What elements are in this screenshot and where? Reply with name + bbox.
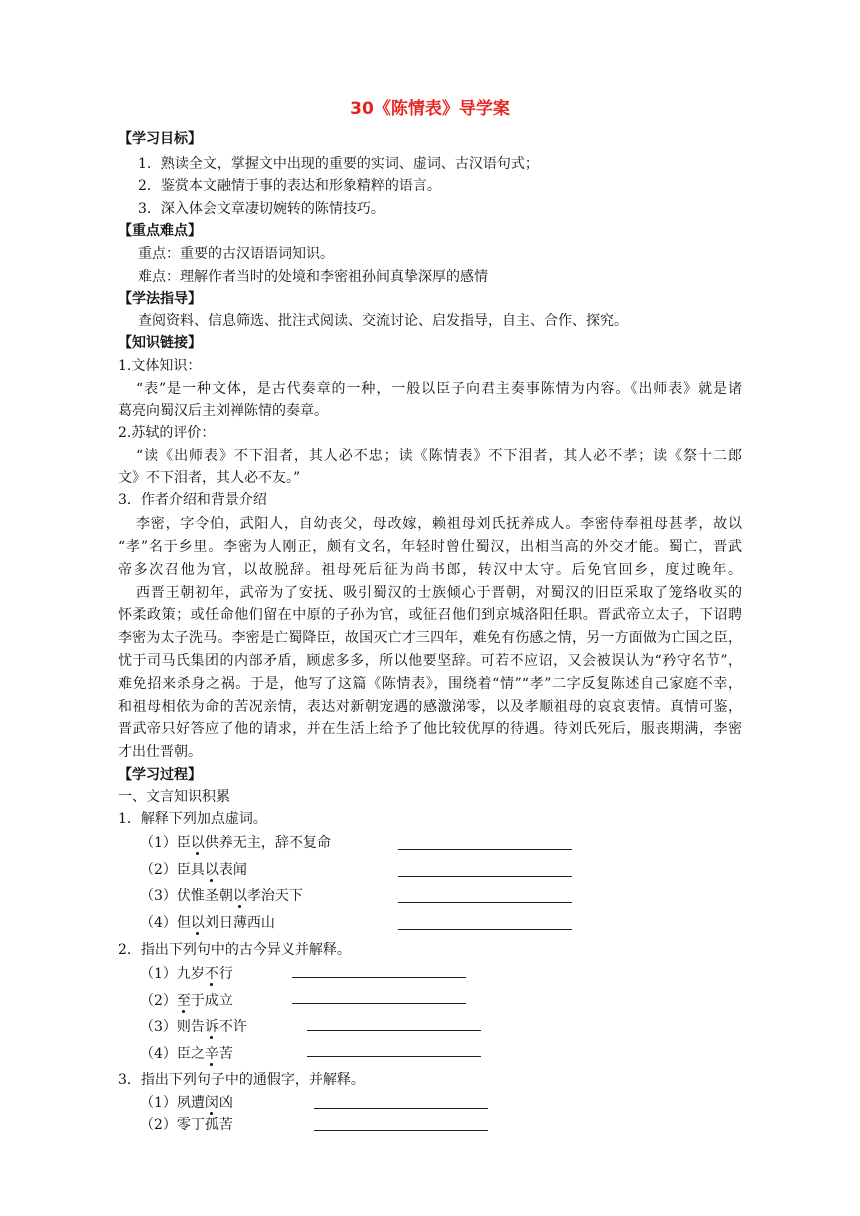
link-heading-1: 1.文体知识：: [118, 358, 202, 374]
item-text: 供养无主，辞不复命: [204, 835, 331, 851]
page-title: 30《陈情表》导学案: [350, 99, 510, 119]
answer-blank[interactable]: [307, 1030, 481, 1031]
item-text: （1）臣: [140, 835, 191, 851]
link-paragraph-1-line: “表”是一种文体，是古代奏章的一种，一般以臣子向君主奏事陈情为内容。《出师表》就是诸: [136, 381, 742, 397]
goal-3: 3．深入体会文章凄切婉转的陈情技巧。: [138, 201, 385, 217]
key-zhongdian: 重点：重要的古汉语语词知识。: [138, 246, 334, 262]
link-paragraph-3-line: 李密，字令伯，武阳人，自幼丧父，母改嫁，赖祖母刘氏抚养成人。李密侍奉祖母甚孝，故以: [136, 516, 742, 532]
item-text: （2）臣具: [140, 862, 205, 878]
key-nandian: 难点：理解作者当时的处境和李密祖孙间真挚深厚的感情: [138, 269, 488, 285]
link-heading-2: 2.苏轼的评价：: [118, 425, 216, 441]
link-paragraph-4-line: 忧于司马氏集团的内部矛盾，顾虑多多，所以他要坚辞。可若不应诏，又会被误认为“矜守名节”，: [118, 653, 742, 669]
item-text: （4）但: [140, 915, 191, 931]
answer-blank[interactable]: [314, 1108, 488, 1109]
question-3-item: [140, 1115, 233, 1135]
dotted-character: 辛: [204, 1046, 219, 1062]
link-heading-3: 3．作者介绍和背景介绍: [118, 492, 267, 508]
item-text: 不许: [218, 1019, 247, 1035]
section-process: 【学习过程】: [118, 767, 202, 783]
section-key: 【重点难点】: [118, 223, 202, 239]
item-text: （2）零丁孤苦: [140, 1117, 233, 1133]
item-text: （3）则告: [140, 1019, 205, 1035]
link-paragraph-4-line: 西晋王朝初年，武帝为了安抚、吸引蜀汉的士族倾心于晋朝，对蜀汉的旧臣采取了笼络收买的: [136, 585, 742, 601]
item-text: 行: [218, 966, 233, 982]
dotted-character: 不: [204, 966, 219, 982]
item-text: （2）: [140, 993, 177, 1009]
section-goals: 【学习目标】: [118, 131, 202, 147]
link-paragraph-1-line: 葛亮向蜀汉后主刘禅陈情的奏章。: [118, 403, 328, 419]
question-3: 3．指出下列句子中的通假字，并解释。: [118, 1072, 365, 1088]
method-text: 查阅资料、信息筛选、批注式阅读、交流讨论、启发指导，自主、合作、探究。: [138, 313, 628, 329]
answer-blank[interactable]: [307, 1056, 481, 1057]
section-method: 【学法指导】: [118, 291, 202, 307]
link-paragraph-3-line: 帝多次召他为官，以故脱辞。祖母死后征为尚书郎，转汉中太守。后免官回乡，度过晚年。: [118, 562, 742, 578]
item-text: （3）伏惟圣朝: [140, 888, 233, 904]
question-1-item: [140, 833, 331, 853]
answer-blank[interactable]: [292, 977, 466, 978]
link-paragraph-4-line: 李密为太子洗马。李密是亡蜀降臣，故国灭亡才三四年，难免有伤感之情，另一方面做为亡国之臣，: [118, 630, 742, 646]
link-paragraph-3-line: “孝”名于乡里。李密为人刚正，颇有文名，年轻时曾仕蜀汉，出相当高的外交才能。蜀亡，晋武: [118, 539, 742, 555]
answer-blank[interactable]: [398, 902, 572, 903]
item-text: 凶: [218, 1095, 233, 1111]
item-text: （4）臣之: [140, 1046, 205, 1062]
answer-blank[interactable]: [398, 849, 572, 850]
link-paragraph-4-line: 难免招来杀身之祸。于是，他写了这篇《陈情表》，围绕着“情”“孝”二字反复陈述自己家庭不幸，: [118, 676, 742, 692]
question-2-item: [140, 991, 233, 1011]
dotted-character: 诉: [204, 1019, 219, 1035]
dotted-character: 以: [204, 862, 219, 878]
item-text: 表闻: [218, 862, 247, 878]
question-1: 1．解释下列加点虚词。: [118, 811, 267, 827]
link-paragraph-2-line: 文》不下泪者，其人必不友。”: [118, 470, 301, 486]
answer-blank[interactable]: [398, 876, 572, 877]
link-paragraph-4-line: 和祖母相依为命的苦况亲情，表达对新朝宠遇的感激涕零，以及孝顺祖母的哀哀衷情。真情可鉴，: [118, 699, 742, 715]
question-2-item: [140, 964, 233, 984]
item-text: （1）夙遭: [140, 1095, 205, 1111]
answer-blank[interactable]: [398, 929, 572, 930]
dotted-character: 闵: [204, 1095, 219, 1111]
question-2-item: [140, 1044, 233, 1064]
question-1-item: [140, 886, 303, 906]
answer-blank[interactable]: [292, 1003, 466, 1004]
section-link: 【知识链接】: [118, 335, 202, 351]
question-2: 2．指出下列句中的古今异义并解释。: [118, 942, 351, 958]
question-3-item: [140, 1093, 233, 1113]
dotted-character: 至: [176, 993, 191, 1009]
dotted-character: 以: [232, 888, 247, 904]
dotted-character: 以: [190, 915, 205, 931]
goal-2: 2．鉴赏本文融情于事的表达和形象精粹的语言。: [138, 178, 441, 194]
link-paragraph-4-line: 怀柔政策；或任命他们留在中原的子孙为官，或征召他们到京城洛阳任职。晋武帝立太子，下诏聘: [118, 607, 742, 623]
goal-1: 1．熟读全文，掌握文中出现的重要的实词、虚词、古汉语句式；: [138, 156, 539, 172]
item-text: 于成立: [190, 993, 233, 1009]
question-1-item: [140, 913, 275, 933]
question-1-item: [140, 860, 247, 880]
item-text: 孝治天下: [246, 888, 303, 904]
answer-blank[interactable]: [314, 1130, 488, 1131]
item-text: 刘日薄西山: [204, 915, 275, 931]
link-paragraph-4-line: 才出仕晋朝。: [118, 744, 202, 760]
dotted-character: 以: [190, 835, 205, 851]
question-2-item: [140, 1017, 247, 1037]
item-text: （1）九岁: [140, 966, 205, 982]
process-subheading: 一、文言知识积累: [118, 789, 230, 805]
link-paragraph-4-line: 晋武帝只好答应了他的请求，并在生活上给予了他比较优厚的待遇。待刘氏死后，服丧期满，李密: [118, 721, 742, 737]
link-paragraph-2-line: “读《出师表》不下泪者，其人必不忠；读《陈情表》不下泪者，其人必不孝；读《祭十二郎: [136, 448, 742, 464]
item-text: 苦: [218, 1046, 233, 1062]
